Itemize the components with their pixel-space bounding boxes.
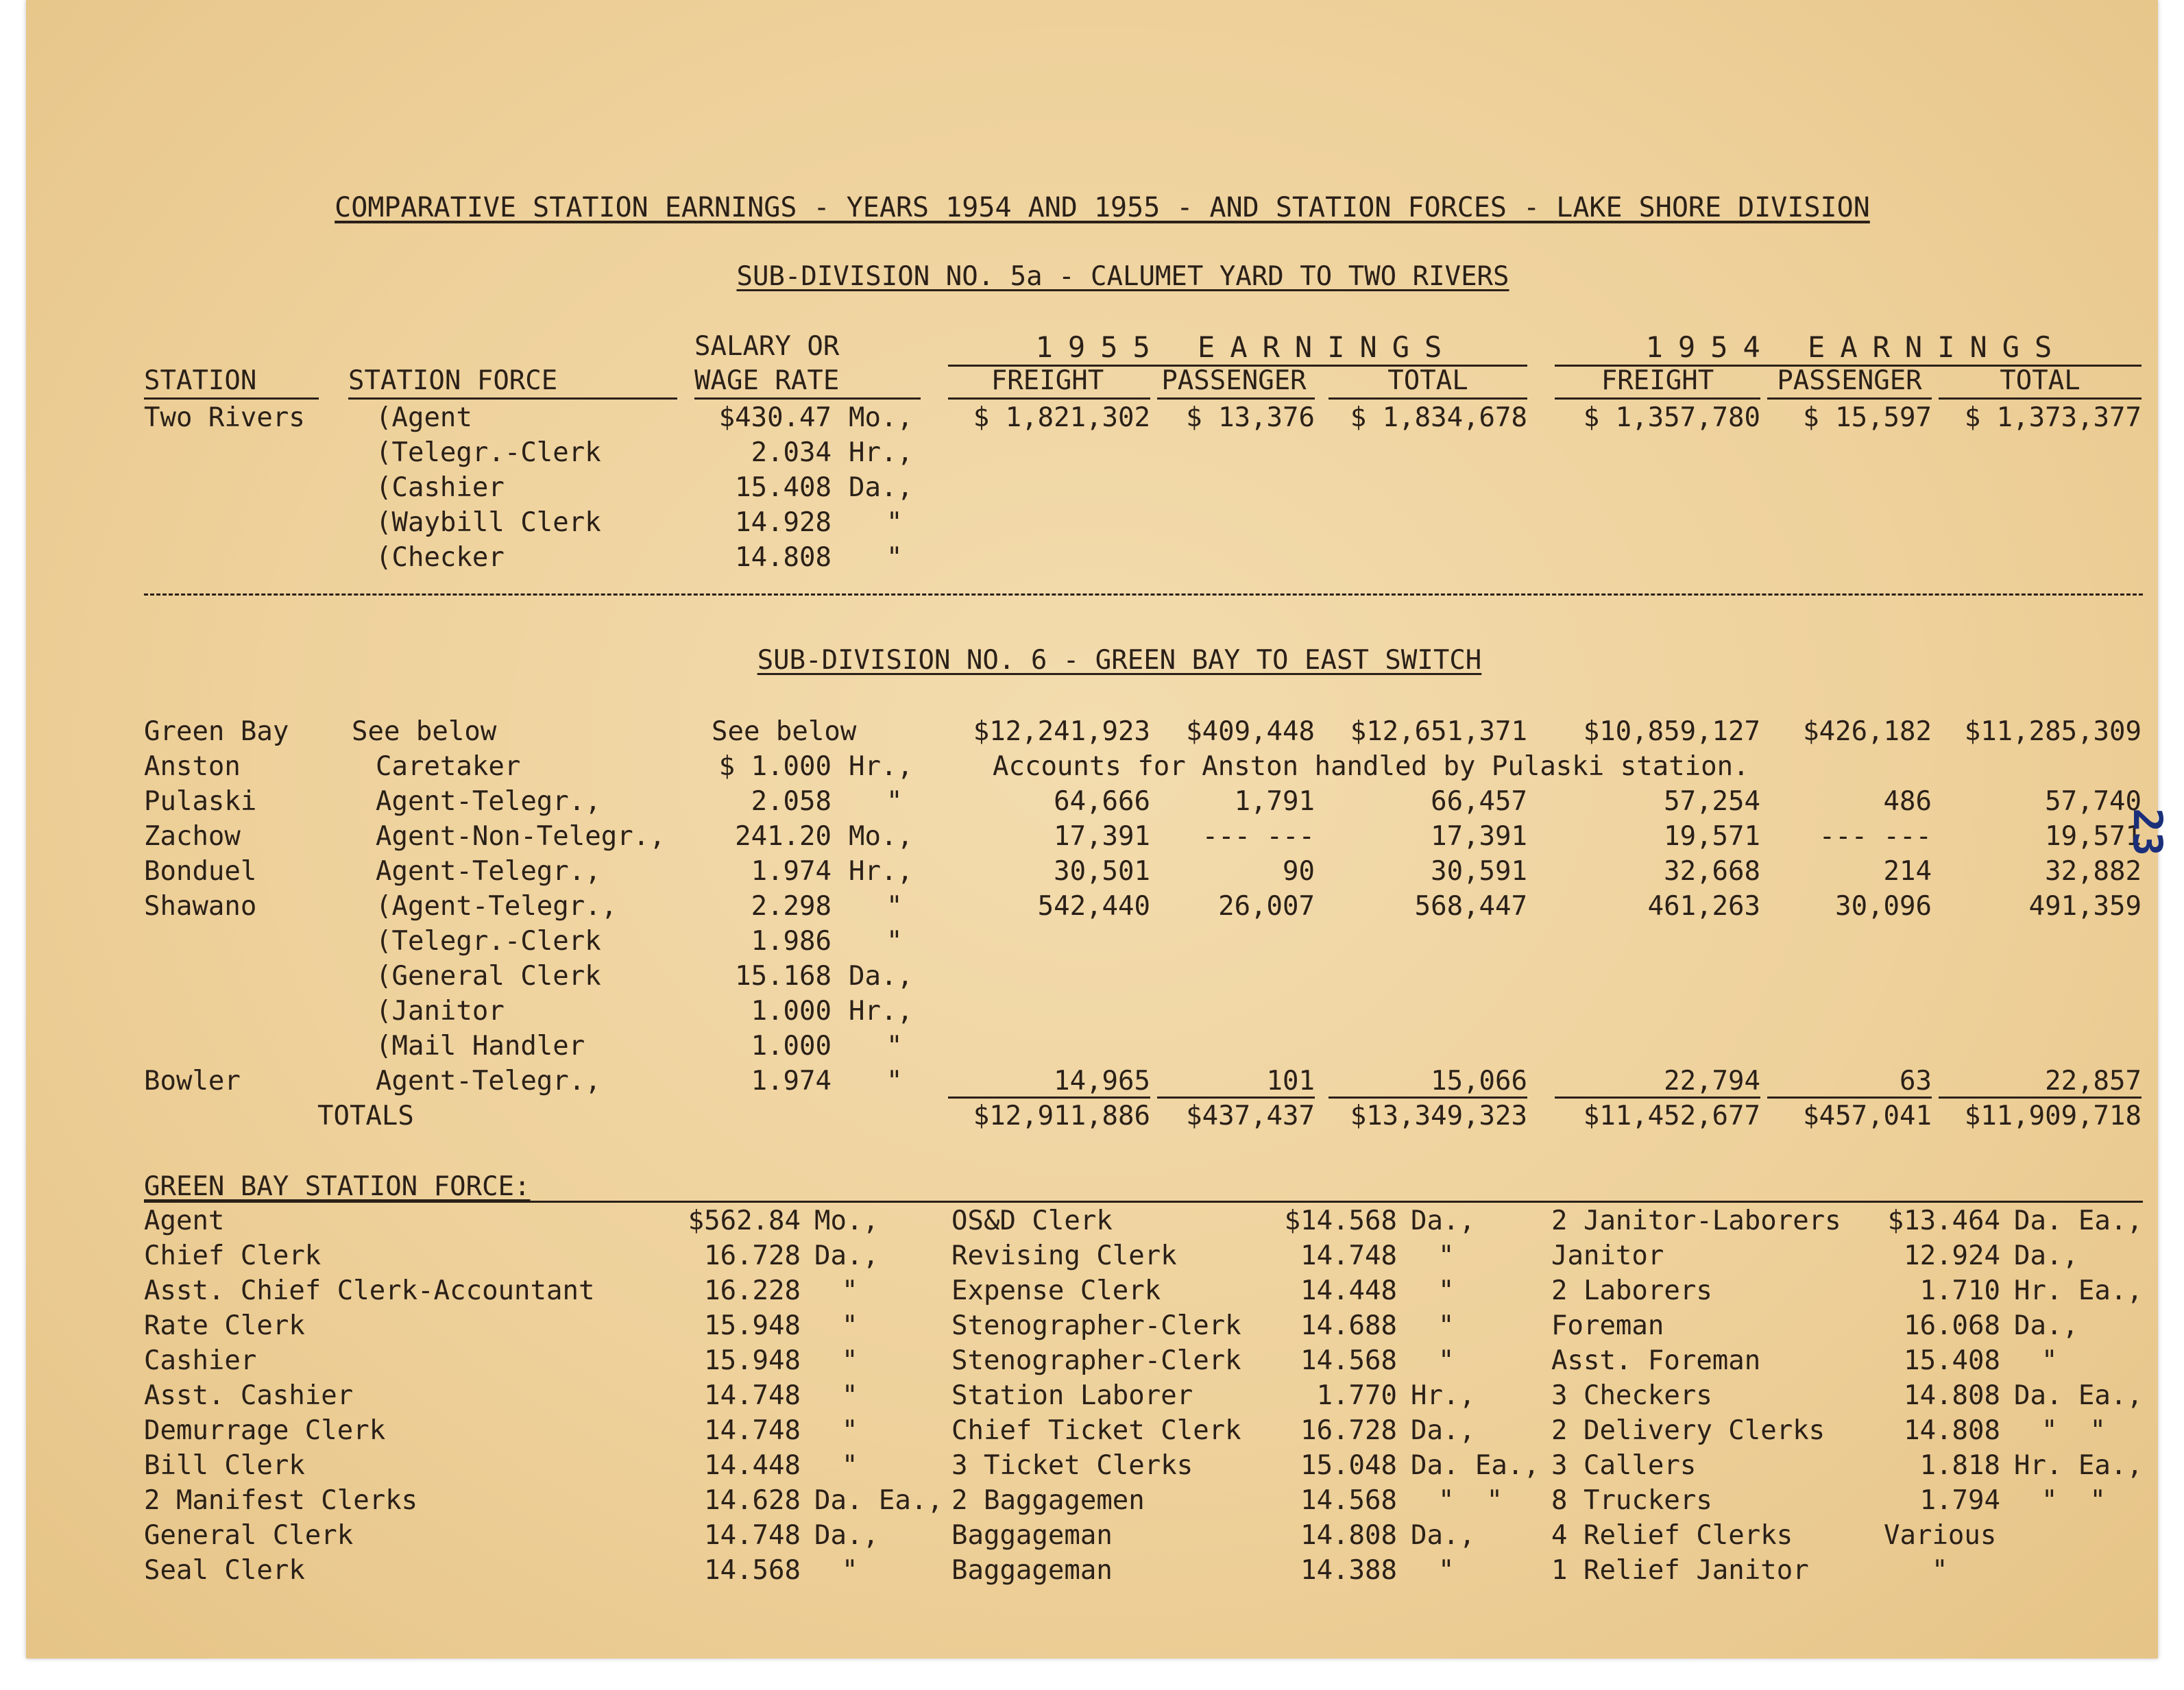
force-rate: 1.710 xyxy=(1919,1275,2000,1306)
force-rate: 14.448 xyxy=(704,1450,801,1481)
header-total-1955: TOTAL xyxy=(1387,365,1468,396)
two-rivers-unit: " xyxy=(886,507,903,538)
freight-1955: $12,241,923 xyxy=(973,716,1150,747)
freight-1954: 22,794 xyxy=(1664,1066,1760,1097)
underline-total-1955 xyxy=(1328,397,1527,400)
totals-rule xyxy=(1939,1097,2141,1099)
totals-rule xyxy=(1555,1097,1760,1099)
station-name: Shawano xyxy=(144,891,257,922)
dashed-separator xyxy=(144,593,2143,596)
two-rivers-passenger-1954: $ 15,597 xyxy=(1803,402,1932,433)
total-1954: 32,882 xyxy=(2045,856,2141,887)
total-1954: $11,285,309 xyxy=(1964,716,2141,747)
two-rivers-force: (Waybill Clerk xyxy=(376,507,601,538)
force-rate: 14.808 xyxy=(1904,1380,2000,1411)
passenger-1955: 26,007 xyxy=(1218,891,1315,922)
underline-freight-1955 xyxy=(948,397,1150,400)
force-name: 2 Laborers xyxy=(1551,1275,1712,1306)
station-name: Pulaski xyxy=(144,786,257,817)
force-name: Agent xyxy=(144,1205,225,1236)
force-name: Rate Clerk xyxy=(144,1310,305,1341)
force-name: 2 Manifest Clerks xyxy=(144,1485,418,1516)
force-name: 3 Ticket Clerks xyxy=(951,1450,1193,1481)
force-name: Station Laborer xyxy=(951,1380,1193,1411)
force-name: Baggageman xyxy=(951,1555,1113,1586)
force-name: Expense Clerk xyxy=(951,1275,1161,1306)
header-salary-line2: WAGE RATE xyxy=(694,365,840,396)
force-rate: 14.688 xyxy=(1300,1310,1397,1341)
force-name: Chief Ticket Clerk xyxy=(951,1415,1241,1446)
station-rate: 15.168 xyxy=(735,961,832,992)
force-unit: Da. Ea., xyxy=(2014,1205,2143,1236)
passenger-1954: --- --- xyxy=(1819,821,1932,852)
force-unit: Da. Ea., xyxy=(1411,1450,1540,1481)
force-name: Janitor xyxy=(1551,1240,1664,1271)
two-rivers-rate: 15.408 xyxy=(735,472,832,503)
force-name: Foreman xyxy=(1551,1310,1664,1341)
total-1955: 15,066 xyxy=(1431,1066,1527,1097)
station-rate-unit: Hr., xyxy=(849,751,913,782)
station-rate-unit: Hr., xyxy=(849,856,913,887)
force-rate: $562.84 xyxy=(688,1205,801,1236)
header-freight-1955: FREIGHT xyxy=(991,365,1104,396)
underline-station-force xyxy=(348,397,677,400)
passenger-1955: --- --- xyxy=(1202,821,1315,852)
force-unit: " " xyxy=(2041,1485,2106,1516)
station-rate: See below xyxy=(712,716,857,747)
force-unit: Da., xyxy=(814,1520,879,1551)
underline-salary xyxy=(694,397,921,400)
station-name: Anston xyxy=(144,751,241,782)
force-unit: Da. Ea., xyxy=(814,1485,943,1516)
force-unit: " xyxy=(842,1275,858,1306)
force-name: Stenographer-Clerk xyxy=(951,1310,1241,1341)
force-rate: 14.568 xyxy=(704,1555,801,1586)
force-unit: " xyxy=(1438,1310,1455,1341)
station-rate: 241.20 xyxy=(735,821,832,852)
force-rate: 16.228 xyxy=(704,1275,801,1306)
totals-freight-1954: $11,452,677 xyxy=(1583,1101,1760,1131)
station-rate-unit: Hr., xyxy=(849,996,913,1027)
force-name: 2 Janitor-Laborers xyxy=(1551,1205,1841,1236)
station-force: (General Clerk xyxy=(376,961,601,992)
station-rate-unit: " xyxy=(886,1031,903,1062)
force-name: 4 Relief Clerks xyxy=(1551,1520,1793,1551)
force-rate: Various xyxy=(1884,1520,1997,1551)
station-rate: 1.000 xyxy=(751,996,832,1027)
two-rivers-unit: Hr., xyxy=(849,437,913,468)
total-1954: 22,857 xyxy=(2045,1066,2141,1097)
force-unit: " xyxy=(2041,1345,2058,1376)
station-rate-unit: Mo., xyxy=(849,821,913,852)
force-unit: Hr. Ea., xyxy=(2014,1275,2143,1306)
force-rate: 15.048 xyxy=(1300,1450,1397,1481)
two-rivers-unit: Da., xyxy=(849,472,913,503)
force-rate: 14.568 xyxy=(1300,1485,1397,1516)
station-force: Agent-Non-Telegr., xyxy=(376,821,666,852)
station-rate: $ 1.000 xyxy=(718,751,832,782)
station-rate-unit: Da., xyxy=(849,961,913,992)
force-rate: " xyxy=(1932,1555,1948,1586)
force-unit: Da., xyxy=(2014,1310,2078,1341)
green-bay-force-heading: GREEN BAY STATION FORCE: xyxy=(144,1171,531,1202)
station-force: (Janitor xyxy=(376,996,505,1027)
force-rate: 16.728 xyxy=(1300,1415,1397,1446)
station-name: Green Bay xyxy=(144,716,289,747)
force-name: Stenographer-Clerk xyxy=(951,1345,1241,1376)
force-rate: 14.748 xyxy=(704,1520,801,1551)
totals-rule xyxy=(948,1097,1150,1099)
force-rate: 14.808 xyxy=(1300,1520,1397,1551)
force-name: 2 Baggagemen xyxy=(951,1485,1145,1516)
force-name: Asst. Cashier xyxy=(144,1380,354,1411)
station-rate: 1.974 xyxy=(751,1066,832,1097)
freight-1955: 64,666 xyxy=(1054,786,1150,817)
force-name: 1 Relief Janitor xyxy=(1551,1555,1809,1586)
two-rivers-force: (Cashier xyxy=(376,472,505,503)
force-name: Baggageman xyxy=(951,1520,1113,1551)
anston-note: Accounts for Anston handled by Pulaski station. xyxy=(993,751,1749,782)
station-force: (Agent-Telegr., xyxy=(376,891,618,922)
station-rate: 1.974 xyxy=(751,856,832,887)
underline-station xyxy=(144,397,319,400)
header-freight-1954: FREIGHT xyxy=(1601,365,1714,396)
station-rate-unit: " xyxy=(886,1066,903,1097)
totals-label: TOTALS xyxy=(317,1101,414,1131)
force-unit: Hr., xyxy=(1411,1380,1475,1411)
header-station: STATION xyxy=(144,365,257,396)
passenger-1955: 101 xyxy=(1266,1066,1315,1097)
force-name: General Clerk xyxy=(144,1520,354,1551)
force-unit: " xyxy=(1438,1555,1455,1586)
force-unit: " xyxy=(1438,1345,1455,1376)
header-passenger-1955: PASSENGER xyxy=(1161,365,1307,396)
force-rate: 15.408 xyxy=(1904,1345,2000,1376)
two-rivers-freight-1955: $ 1,821,302 xyxy=(973,402,1150,433)
station-two-rivers: Two Rivers xyxy=(144,402,305,433)
force-rate: 16.068 xyxy=(1904,1310,2000,1341)
two-rivers-force: (Checker xyxy=(376,542,505,573)
underline-passenger-1954 xyxy=(1767,397,1932,400)
passenger-1954: 214 xyxy=(1883,856,1932,887)
force-rate: 12.924 xyxy=(1904,1240,2000,1271)
force-rate: 15.948 xyxy=(704,1345,801,1376)
station-name: Bowler xyxy=(144,1066,241,1097)
station-name: Bonduel xyxy=(144,856,257,887)
force-unit: Hr. Ea., xyxy=(2014,1450,2143,1481)
sub-division-5a-heading: SUB-DIVISION NO. 5a - CALUMET YARD TO TWO RIVERS xyxy=(736,261,1509,292)
force-unit: Mo., xyxy=(814,1205,879,1236)
two-rivers-unit: " xyxy=(886,542,903,573)
freight-1954: 57,254 xyxy=(1664,786,1760,817)
station-force: Agent-Telegr., xyxy=(376,786,601,817)
force-unit: Da. Ea., xyxy=(2014,1380,2143,1411)
underline-total-1954 xyxy=(1939,397,2141,400)
header-passenger-1954: PASSENGER xyxy=(1777,365,1922,396)
force-unit: Da., xyxy=(1411,1415,1475,1446)
total-1955: 30,591 xyxy=(1431,856,1527,887)
passenger-1954: 486 xyxy=(1883,786,1932,817)
station-rate-unit: " xyxy=(886,786,903,817)
two-rivers-rate: $430.47 xyxy=(718,402,832,433)
station-force: See below xyxy=(352,716,497,747)
totals-rule xyxy=(1157,1097,1315,1099)
force-name: Asst. Chief Clerk-Accountant xyxy=(144,1275,595,1306)
passenger-1954: $426,182 xyxy=(1803,716,1932,747)
two-rivers-passenger-1955: $ 13,376 xyxy=(1186,402,1315,433)
station-rate-unit: " xyxy=(886,926,903,957)
force-unit: " xyxy=(842,1380,858,1411)
station-rate: 1.000 xyxy=(751,1031,832,1062)
force-name: 3 Checkers xyxy=(1551,1380,1712,1411)
two-rivers-rate: 14.928 xyxy=(735,507,832,538)
totals-freight-1955: $12,911,886 xyxy=(973,1101,1150,1131)
force-rate: 14.448 xyxy=(1300,1275,1397,1306)
station-name: Zachow xyxy=(144,821,241,852)
force-unit: Da., xyxy=(2014,1240,2078,1271)
passenger-1955: $409,448 xyxy=(1186,716,1315,747)
totals-total-1955: $13,349,323 xyxy=(1350,1101,1527,1131)
station-force: Agent-Telegr., xyxy=(376,1066,601,1097)
passenger-1954: 30,096 xyxy=(1835,891,1932,922)
force-rate: $13.464 xyxy=(1887,1205,2000,1236)
document-title: COMPARATIVE STATION EARNINGS - YEARS 1954 AND 1955 - AND STATION FORCES - LAKE SHORE DIVISION xyxy=(335,192,1870,223)
document-page xyxy=(26,0,2171,1658)
sub-division-6-heading: SUB-DIVISION NO. 6 - GREEN BAY TO EAST SWITCH xyxy=(757,645,1482,676)
station-force: (Mail Handler xyxy=(376,1031,585,1062)
force-rate: 1.794 xyxy=(1919,1485,2000,1516)
force-rate: 14.808 xyxy=(1904,1415,2000,1446)
force-unit: " xyxy=(842,1555,858,1586)
force-name: Revising Clerk xyxy=(951,1240,1177,1271)
total-1954: 19,571 xyxy=(2045,821,2141,852)
force-name: OS&D Clerk xyxy=(951,1205,1113,1236)
force-rate: 14.748 xyxy=(1300,1240,1397,1271)
total-1955: $12,651,371 xyxy=(1350,716,1527,747)
two-rivers-rate: 2.034 xyxy=(751,437,832,468)
two-rivers-force: (Telegr.-Clerk xyxy=(376,437,601,468)
force-name: Bill Clerk xyxy=(144,1450,305,1481)
two-rivers-freight-1954: $ 1,357,780 xyxy=(1583,402,1760,433)
force-unit: " xyxy=(842,1310,858,1341)
header-1954-earnings: 1954 EARNINGS xyxy=(1645,330,2067,364)
handwritten-page-number: 23 xyxy=(2124,808,2171,856)
header-total-1954: TOTAL xyxy=(2000,365,2080,396)
force-name: Cashier xyxy=(144,1345,257,1376)
force-unit: " xyxy=(842,1450,858,1481)
total-1955: 66,457 xyxy=(1431,786,1527,817)
force-name: Chief Clerk xyxy=(144,1240,321,1271)
force-unit: Da., xyxy=(1411,1520,1475,1551)
header-salary-line1: SALARY OR xyxy=(694,331,840,362)
totals-rule xyxy=(1328,1097,1527,1099)
freight-1955: 14,965 xyxy=(1054,1066,1150,1097)
station-force: Caretaker xyxy=(376,751,521,782)
totals-passenger-1954: $457,041 xyxy=(1803,1101,1932,1131)
freight-1954: 19,571 xyxy=(1664,821,1760,852)
total-1955: 17,391 xyxy=(1431,821,1527,852)
freight-1955: 30,501 xyxy=(1054,856,1150,887)
force-rate: 14.568 xyxy=(1300,1345,1397,1376)
freight-1954: 461,263 xyxy=(1647,891,1760,922)
total-1954: 57,740 xyxy=(2045,786,2141,817)
force-name: Demurrage Clerk xyxy=(144,1415,386,1446)
two-rivers-unit: Mo., xyxy=(849,402,913,433)
total-1954: 491,359 xyxy=(2028,891,2141,922)
freight-1954: 32,668 xyxy=(1664,856,1760,887)
force-unit: " xyxy=(1438,1275,1455,1306)
force-rate: 14.748 xyxy=(704,1415,801,1446)
force-unit: Da., xyxy=(1411,1205,1475,1236)
station-rate: 2.298 xyxy=(751,891,832,922)
header-1955-earnings: 1955 EARNINGS xyxy=(1035,330,1457,364)
passenger-1955: 1,791 xyxy=(1234,786,1315,817)
force-name: Asst. Foreman xyxy=(1551,1345,1761,1376)
freight-1955: 542,440 xyxy=(1037,891,1150,922)
totals-total-1954: $11,909,718 xyxy=(1964,1101,2141,1131)
force-name: 2 Delivery Clerks xyxy=(1551,1415,1825,1446)
freight-1954: $10,859,127 xyxy=(1583,716,1760,747)
force-rate: 14.748 xyxy=(704,1380,801,1411)
force-rate: $14.568 xyxy=(1284,1205,1397,1236)
underline-passenger-1955 xyxy=(1157,397,1315,400)
passenger-1954: 63 xyxy=(1900,1066,1932,1097)
two-rivers-rate: 14.808 xyxy=(735,542,832,573)
underline-freight-1954 xyxy=(1555,397,1760,400)
freight-1955: 17,391 xyxy=(1054,821,1150,852)
two-rivers-force: (Agent xyxy=(376,402,472,433)
force-rate: 1.818 xyxy=(1919,1450,2000,1481)
force-rate: 14.388 xyxy=(1300,1555,1397,1586)
two-rivers-total-1955: $ 1,834,678 xyxy=(1350,402,1527,433)
station-rate: 2.058 xyxy=(751,786,832,817)
force-unit: " " xyxy=(1438,1485,1503,1516)
force-unit: Da., xyxy=(814,1240,879,1271)
force-rate: 16.728 xyxy=(704,1240,801,1271)
force-name: Seal Clerk xyxy=(144,1555,305,1586)
force-unit: " " xyxy=(2041,1415,2106,1446)
two-rivers-total-1954: $ 1,373,377 xyxy=(1964,402,2141,433)
station-force: Agent-Telegr., xyxy=(376,856,601,887)
station-rate: 1.986 xyxy=(751,926,832,957)
force-unit: " xyxy=(842,1345,858,1376)
total-1955: 568,447 xyxy=(1414,891,1527,922)
force-unit: " xyxy=(842,1415,858,1446)
totals-rule xyxy=(1767,1097,1932,1099)
header-station-force: STATION FORCE xyxy=(348,365,558,396)
station-rate-unit: " xyxy=(886,891,903,922)
passenger-1955: 90 xyxy=(1283,856,1315,887)
station-force: (Telegr.-Clerk xyxy=(376,926,601,957)
green-bay-force-rule xyxy=(144,1201,2143,1203)
totals-passenger-1955: $437,437 xyxy=(1186,1101,1315,1131)
force-name: 8 Truckers xyxy=(1551,1485,1712,1516)
force-name: 3 Callers xyxy=(1551,1450,1697,1481)
force-rate: 1.770 xyxy=(1316,1380,1397,1411)
force-rate: 14.628 xyxy=(704,1485,801,1516)
force-unit: " xyxy=(1438,1240,1455,1271)
force-rate: 15.948 xyxy=(704,1310,801,1341)
